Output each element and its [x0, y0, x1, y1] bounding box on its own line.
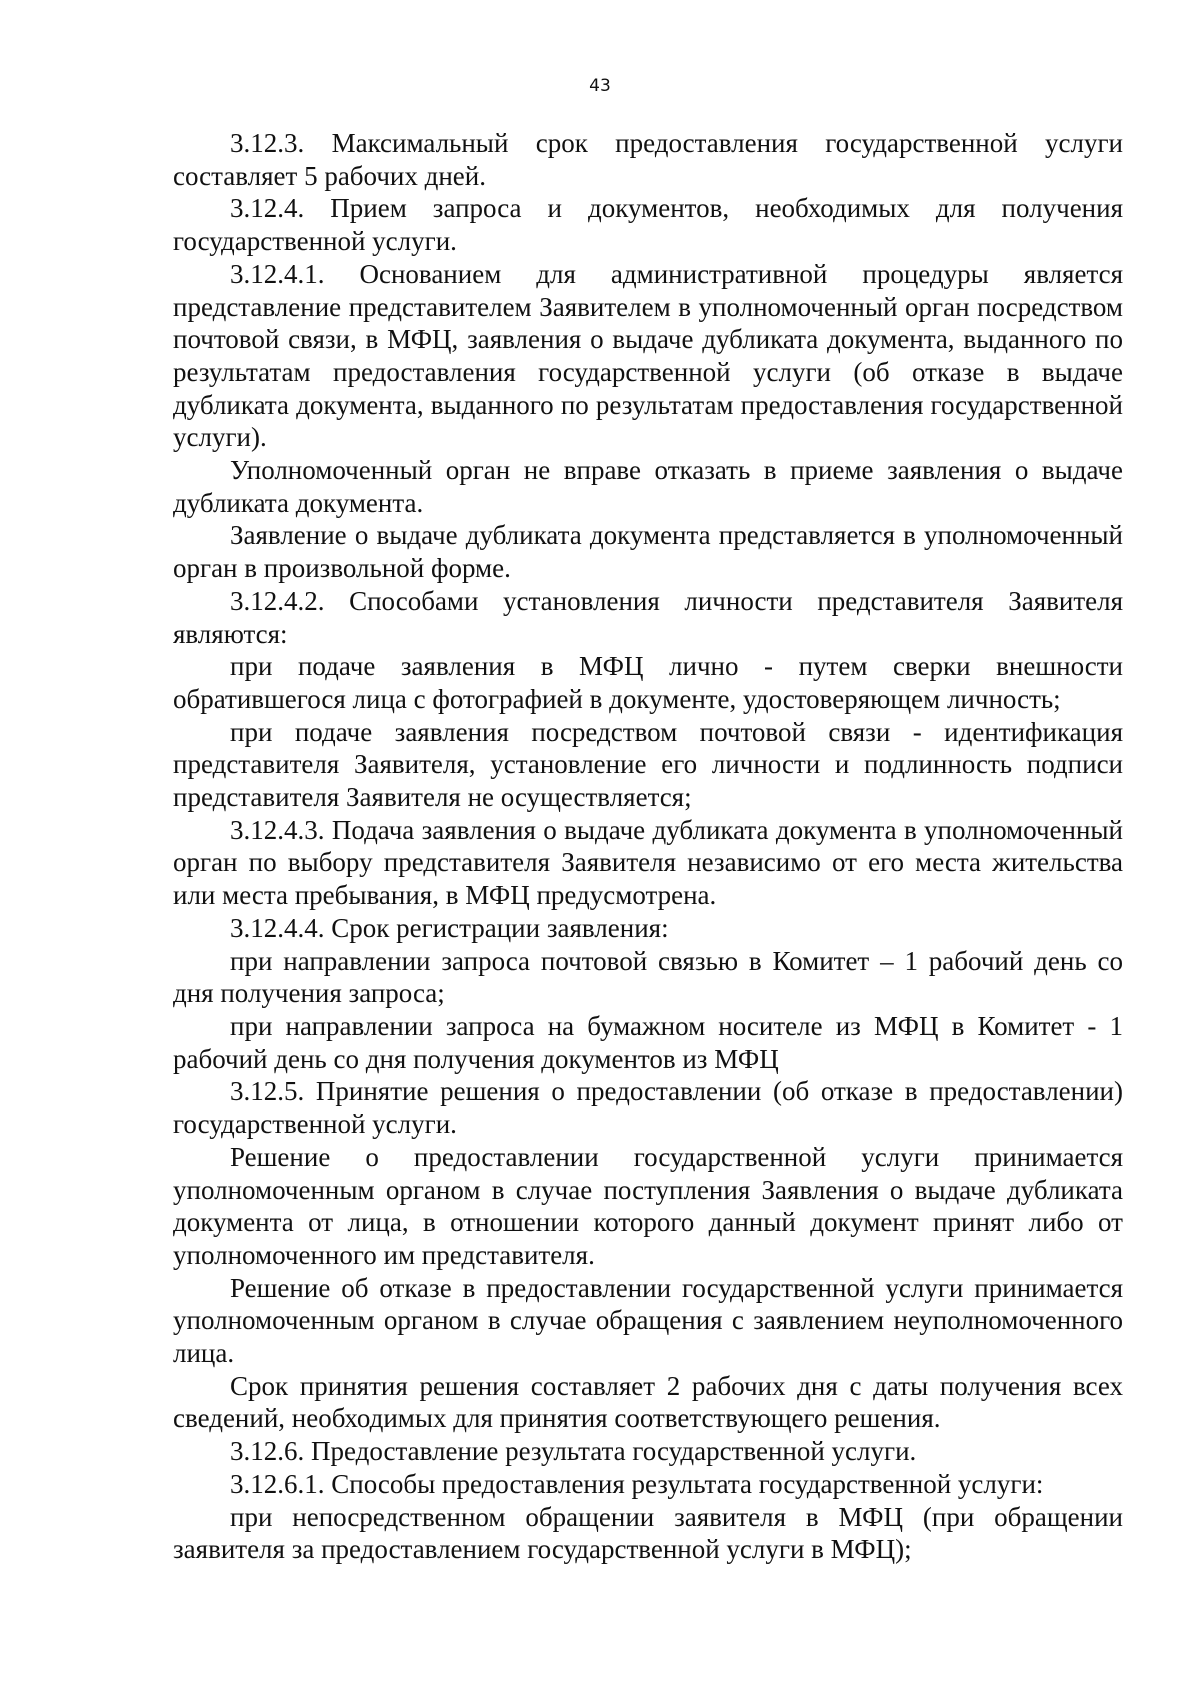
paragraph-decision-grant: Решение о предоставлении государственной услуги принимается уполномоченным органом в случае поступления Заявления о выдаче дубликата документа от лица, в отношении которого данный документ принят либо от уполномоченного им представителя.: [173, 1141, 1123, 1270]
document-body: [173, 127, 1123, 1566]
paragraph-decision-refusal: Решение об отказе в предоставлении государственной услуги принимается уполномоченным органом в случае обращения с заявлением неуполномоченного лица.: [173, 1272, 1123, 1369]
paragraph-3-12-3: 3.12.3. Максимальный срок предоставления государственной услуги составляет 5 рабочих дней.: [173, 128, 1123, 191]
paragraph-3-12-4-3: 3.12.4.3. Подача заявления о выдаче дубликата документа в уполномоченный орган по выбору представителя Заявителя независимо от его места жительства или места пребывания, в МФЦ предусмотрена.: [173, 814, 1123, 911]
paragraph-3-12-6-1: 3.12.6.1. Способы предоставления результата государственной услуги:: [230, 1468, 1044, 1499]
paragraph-application-form: Заявление о выдаче дубликата документа представляется в уполномоченный орган в произвольной форме.: [173, 520, 1123, 584]
paragraph-3-12-5: 3.12.5. Принятие решения о предоставлении (об отказе в предоставлении) государственной услуги.: [173, 1076, 1123, 1140]
paragraph-decision-term: Срок принятия решения составляет 2 рабочих дня с даты получения всех сведений, необходимых для принятия соответствующего решения.: [173, 1370, 1123, 1434]
paragraph-registration-post: при направлении запроса почтовой связью в Комитет – 1 рабочий день со дня получения запроса;: [173, 945, 1123, 1009]
paragraph-result-mfc: при непосредственном обращении заявителя в МФЦ (при обращении заявителя за предоставлением государственной услуги в МФЦ);: [173, 1501, 1123, 1565]
paragraph-3-12-6: 3.12.6. Предоставление результата государственной услуги.: [230, 1436, 917, 1467]
paragraph-3-12-4-1: 3.12.4.1. Основанием для административной процедуры является представление представителем Заявителем в уполномоченный орган посредством почтовой связи, в МФЦ, заявления о выдаче дубликата документа, выданного по результатам предоставления государственной услуги (об отказе в выдаче дубликата документа, выданного по результатам предоставления государственной услуги).: [173, 258, 1123, 453]
paragraph-identity-mfc: при подаче заявления в МФЦ лично - путем сверки внешности обратившегося лица с фотографией в документе, удостоверяющем личность;: [173, 651, 1123, 714]
paragraph-3-12-4-4: 3.12.4.4. Срок регистрации заявления:: [230, 912, 669, 943]
paragraph-registration-mfc: при направлении запроса на бумажном носителе из МФЦ в Комитет - 1 рабочий день со дня получения документов из МФЦ: [173, 1010, 1123, 1074]
paragraph-identity-post: при подаче заявления посредством почтовой связи - идентификация представителя Заявителя, установление его личности и подлинность подписи представителя Заявителя не осуществляется;: [173, 716, 1123, 813]
page-number: 43: [589, 76, 611, 96]
paragraph-3-12-4-2: 3.12.4.2. Способами установления личности представителя Заявителя являются:: [173, 585, 1123, 649]
paragraph-refusal-prohibition: Уполномоченный орган не вправе отказать в приеме заявления о выдаче дубликата документа.: [173, 455, 1123, 518]
paragraph-3-12-4: 3.12.4. Прием запроса и документов, необходимых для получения государственной услуги.: [173, 193, 1123, 257]
